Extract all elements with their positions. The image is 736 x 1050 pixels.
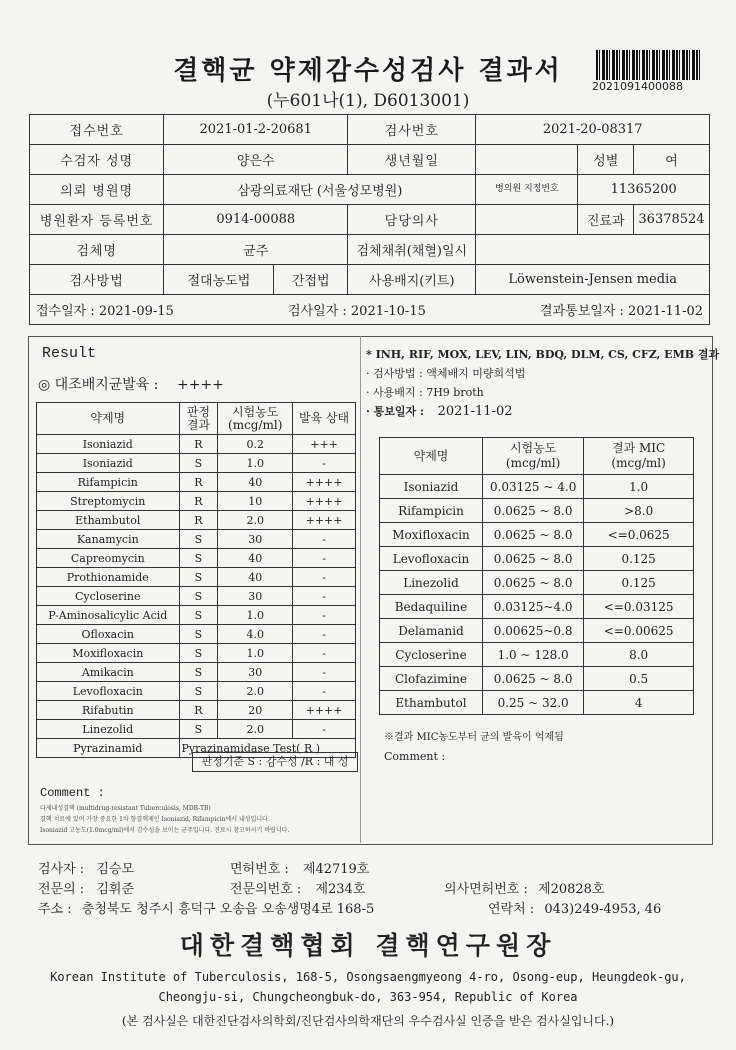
contact-label: 연락처 : [488, 902, 535, 917]
control-value: ++++ [176, 377, 224, 393]
doctor-label: 담당의사 [348, 205, 476, 235]
hospital-name: 삼광의료재단 (서울성모병원) [164, 175, 476, 205]
test-conc: 2.0 [218, 511, 293, 530]
institute-name: 대한결핵협회 결핵연구원장 [179, 931, 557, 960]
drug-name: Isoniazid [37, 435, 180, 454]
mic-note: ※결과 MIC농도부터 균의 발육이 억제됨 [384, 732, 564, 743]
col-drug: 약제명 [37, 403, 180, 435]
mic-drug-name: Linezolid [380, 571, 483, 595]
mic-drug-name: Ethambutol [380, 691, 483, 715]
mic-result: <=0.03125 [584, 595, 694, 619]
table-row [37, 549, 356, 568]
table-row [380, 667, 694, 691]
drug-name: Prothionamide [37, 568, 180, 587]
table-row [380, 499, 694, 523]
test-conc: 40 [218, 549, 293, 568]
drug-name: Cycloserine [37, 587, 180, 606]
col-judge: 판정 결과 [179, 403, 218, 435]
dept-value: 36378524 [633, 205, 709, 235]
judge-result: R [179, 473, 218, 492]
table-row [37, 473, 356, 492]
report-date-label: 결과통보일자 : [540, 304, 624, 319]
collect-value [476, 235, 710, 265]
patient-info-table [29, 114, 710, 325]
table-row [37, 530, 356, 549]
mic-result: 0.5 [584, 667, 694, 691]
report-title: 결핵균 약제감수성검사 결과서 [173, 56, 563, 86]
mic-test-conc: 0.0625 ~ 8.0 [483, 571, 584, 595]
table-row [37, 511, 356, 530]
mic-result: 1.0 [584, 475, 694, 499]
susceptibility-table [36, 402, 356, 758]
drug-name: Ethambutol [37, 511, 180, 530]
test-no: 2021-20-08317 [476, 115, 710, 145]
table-row [37, 454, 356, 473]
mic-col-conc: 시험농도 (mcg/ml) [483, 438, 584, 475]
table-row [37, 644, 356, 663]
mic-table [379, 437, 694, 715]
barcode-number: 2021091400088 [592, 80, 683, 93]
control-label: ◎ 대조배지균발육 : [38, 377, 159, 393]
growth-status: +++ [293, 435, 356, 454]
patient-name: 양은수 [164, 145, 348, 175]
mic-result: 0.125 [584, 547, 694, 571]
table-row [37, 682, 356, 701]
test-date-label: 검사일자 : [288, 304, 347, 319]
table-row [37, 435, 356, 454]
mic-drug-name: Levofloxacin [380, 547, 483, 571]
hospital-label: 의뢰 병원명 [30, 175, 164, 205]
mic-col-drug: 약제명 [380, 438, 483, 475]
doc-license-label: 의사면허번호 : [444, 882, 528, 897]
drug-name: Rifabutin [37, 701, 180, 720]
judge-result: R [179, 701, 218, 720]
growth-status: ++++ [293, 492, 356, 511]
growth-status: - [293, 530, 356, 549]
english-address-2: Cheongju-si, Chungcheongbuk-do, 363-954, Republic of Korea [158, 990, 578, 1004]
spec-license-label: 전문의번호 : [230, 882, 302, 897]
col-conc: 시험농도 (mcg/ml) [218, 403, 293, 435]
mic-result: 8.0 [584, 643, 694, 667]
mic-drug-name: Clofazimine [380, 667, 483, 691]
spec-license-line [230, 878, 365, 897]
license-line [230, 858, 369, 877]
test-conc: 0.2 [218, 435, 293, 454]
method-1: 절대농도법 [164, 265, 274, 295]
mic-medium: · 사용배지 : 7H9 broth [366, 386, 484, 399]
mic-drug-name: Isoniazid [380, 475, 483, 499]
control-growth [38, 374, 224, 394]
growth-status: ++++ [293, 473, 356, 492]
col-growth: 발육 상태 [293, 403, 356, 435]
patient-reg: 0914-00088 [164, 205, 348, 235]
drug-name: Linezolid [37, 720, 180, 739]
test-conc: 1.0 [218, 606, 293, 625]
pza-value: Pyrazinamidase Test( R ) [179, 739, 355, 758]
table-row [380, 475, 694, 499]
hospital-code: 11365200 [578, 175, 710, 205]
mic-test-conc: 0.0625 ~ 8.0 [483, 499, 584, 523]
license-label: 면허번호 : [230, 862, 289, 877]
doc-license-line [444, 878, 605, 897]
mic-test-conc: 1.0 ~ 128.0 [483, 643, 584, 667]
medium-value: Löwenstein-Jensen media [476, 265, 710, 295]
table-row [37, 587, 356, 606]
address-line [38, 898, 374, 917]
judge-result: S [179, 625, 218, 644]
judge-result: S [179, 454, 218, 473]
mic-result: <=0.0625 [584, 523, 694, 547]
table-row [380, 523, 694, 547]
drug-name: Rifampicin [37, 473, 180, 492]
mic-test-conc: 0.25 ~ 32.0 [483, 691, 584, 715]
growth-status: - [293, 587, 356, 606]
test-conc: 4.0 [218, 625, 293, 644]
growth-status: ++++ [293, 511, 356, 530]
mic-drug-name: Rifampicin [380, 499, 483, 523]
mic-drug-name: Moxifloxacin [380, 523, 483, 547]
result-title: Result [42, 345, 97, 362]
address-label: 주소 : [38, 902, 72, 917]
fine-note-2: 결핵 치료에 있어 가장 중요한 1차 항결핵제인 Isoniazid, Rifampicin에서 내성입니다. [40, 816, 270, 823]
judge-result: R [179, 492, 218, 511]
mic-drug-name: Delamanid [380, 619, 483, 643]
fine-note-3: Isoniazid 고농도(1.0mcg/ml)에서 감수성을 보이는 균주입니다. 진료시 참고하시기 바랍니다. [40, 827, 290, 834]
growth-status: - [293, 568, 356, 587]
examiner-line [38, 858, 134, 877]
growth-status: - [293, 454, 356, 473]
growth-status: - [293, 625, 356, 644]
sex-label: 성별 [578, 145, 634, 175]
growth-status: - [293, 720, 356, 739]
table-row [37, 568, 356, 587]
specialist-label: 전문의 : [38, 882, 85, 897]
examiner-name: 김승모 [96, 862, 135, 877]
judge-result: S [179, 549, 218, 568]
mic-test-conc: 0.03125 ~ 4.0 [483, 475, 584, 499]
judge-result: S [179, 663, 218, 682]
test-conc: 30 [218, 587, 293, 606]
table-row [37, 720, 356, 739]
table-row [37, 606, 356, 625]
growth-status: - [293, 663, 356, 682]
address: 충청북도 청주시 흥덕구 오송읍 오송생명4로 168-5 [81, 902, 375, 917]
test-conc: 30 [218, 663, 293, 682]
report-date: 2021-11-02 [628, 304, 703, 319]
mic-method: · 검사방법 : 액체배지 미량희석법 [366, 367, 526, 380]
test-date: 2021-10-15 [350, 304, 426, 319]
mic-result: <=0.00625 [584, 619, 694, 643]
test-conc: 2.0 [218, 682, 293, 701]
growth-status: - [293, 549, 356, 568]
specimen-value: 균주 [164, 235, 348, 265]
mic-test-conc: 0.00625~0.8 [483, 619, 584, 643]
comment-label: Comment : [40, 786, 105, 800]
dept-label: 진료과 [578, 205, 634, 235]
receipt-no: 2021-01-2-20681 [164, 115, 348, 145]
patient-reg-label: 병원환자 등록번호 [30, 205, 164, 235]
drug-name: Streptomycin [37, 492, 180, 511]
contact-line [488, 898, 661, 917]
recv-date: 2021-09-15 [98, 304, 174, 319]
test-conc: 20 [218, 701, 293, 720]
specimen-label: 검체명 [30, 235, 164, 265]
fine-note-1: 다제내성결핵 (multidrug-resistant Tuberculosis, MDR-TB) [40, 805, 211, 812]
mic-result: 4 [584, 691, 694, 715]
receipt-no-label: 접수번호 [30, 115, 164, 145]
drug-name: P-Aminosalicylic Acid [37, 606, 180, 625]
judge-result: R [179, 435, 218, 454]
test-conc: 40 [218, 568, 293, 587]
pza-name: Pyrazinamid [37, 739, 180, 758]
table-row [380, 619, 694, 643]
examiner-label: 검사자 : [38, 862, 85, 877]
mic-result: >8.0 [584, 499, 694, 523]
table-row [380, 547, 694, 571]
drug-name: Moxifloxacin [37, 644, 180, 663]
judge-result: S [179, 568, 218, 587]
specialist-name: 김휘준 [96, 882, 135, 897]
english-address-1: Korean Institute of Tuberculosis, 168-5, Osongsaengmyeong 4-ro, Osong-eup, Heungdeok-gu, [50, 970, 686, 984]
mic-info [366, 345, 719, 421]
specialist-line [38, 878, 134, 897]
test-conc: 10 [218, 492, 293, 511]
mic-report-date: 2021-11-02 [437, 404, 513, 419]
birth-value [476, 145, 578, 175]
table-row [380, 691, 694, 715]
test-no-label: 검사번호 [348, 115, 476, 145]
barcode [596, 50, 700, 80]
license-no: 제42719호 [302, 862, 370, 877]
judge-result: S [179, 682, 218, 701]
mic-drug-name: Bedaquiline [380, 595, 483, 619]
table-row [380, 643, 694, 667]
judge-result: S [179, 644, 218, 663]
judge-result: S [179, 587, 218, 606]
judge-result: S [179, 606, 218, 625]
mic-result: 0.125 [584, 571, 694, 595]
judge-result: S [179, 530, 218, 549]
mic-test-conc: 0.0625 ~ 8.0 [483, 523, 584, 547]
birth-label: 생년월일 [348, 145, 476, 175]
mic-report-label: · 통보일자 : [366, 405, 425, 418]
medium-label: 사용배지(키트) [348, 265, 476, 295]
mic-test-conc: 0.0625 ~ 8.0 [483, 667, 584, 691]
report-subtitle: (누601나(1), D6013001) [266, 91, 470, 111]
method-label: 검사방법 [30, 265, 164, 295]
doc-license: 제20828호 [538, 882, 605, 897]
sex-value: 여 [633, 145, 709, 175]
doctor-value [476, 205, 578, 235]
drug-name: Kanamycin [37, 530, 180, 549]
drug-name: Amikacin [37, 663, 180, 682]
drug-name: Ofloxacin [37, 625, 180, 644]
drug-name: Capreomycin [37, 549, 180, 568]
table-row [37, 663, 356, 682]
table-row [37, 701, 356, 720]
name-label: 수검자 성명 [30, 145, 164, 175]
test-conc: 1.0 [218, 644, 293, 663]
growth-status: ++++ [293, 701, 356, 720]
drug-name: Isoniazid [37, 454, 180, 473]
table-row [380, 595, 694, 619]
judge-result: R [179, 511, 218, 530]
test-conc: 40 [218, 473, 293, 492]
spec-license: 제234호 [315, 882, 366, 897]
judge-result: S [179, 720, 218, 739]
mic-comment-label: Comment : [384, 750, 446, 763]
test-conc: 1.0 [218, 454, 293, 473]
collect-label: 검체채취(채혈)일시 [348, 235, 476, 265]
mic-col-mic: 결과 MIC (mcg/ml) [584, 438, 694, 475]
recv-date-label: 접수일자 : [36, 304, 95, 319]
growth-status: - [293, 682, 356, 701]
test-conc: 2.0 [218, 720, 293, 739]
method-2: 간접법 [274, 265, 348, 295]
growth-status: - [293, 644, 356, 663]
mic-drug-name: Cycloserine [380, 643, 483, 667]
certification-note: (본 검사실은 대한진단검사의학회/진단검사의학재단의 우수검사실 인증을 받은 검사실입니다.) [121, 1014, 615, 1028]
drug-name: Levofloxacin [37, 682, 180, 701]
hospital-code-label: 병의원 지정번호 [476, 175, 578, 205]
mic-heading: * INH, RIF, MOX, LEV, LIN, BDQ, DLM, CS, CFZ, EMB 결과 [366, 348, 720, 361]
test-conc: 30 [218, 530, 293, 549]
mic-test-conc: 0.0625 ~ 8.0 [483, 547, 584, 571]
growth-status: - [293, 606, 356, 625]
judge-criteria: 판정기준 S : 감수성 /R : 내 성 [192, 752, 358, 772]
mic-test-conc: 0.03125~4.0 [483, 595, 584, 619]
table-row [37, 625, 356, 644]
table-row [380, 571, 694, 595]
contact: 043)249-4953, 46 [544, 902, 662, 917]
table-row [37, 492, 356, 511]
